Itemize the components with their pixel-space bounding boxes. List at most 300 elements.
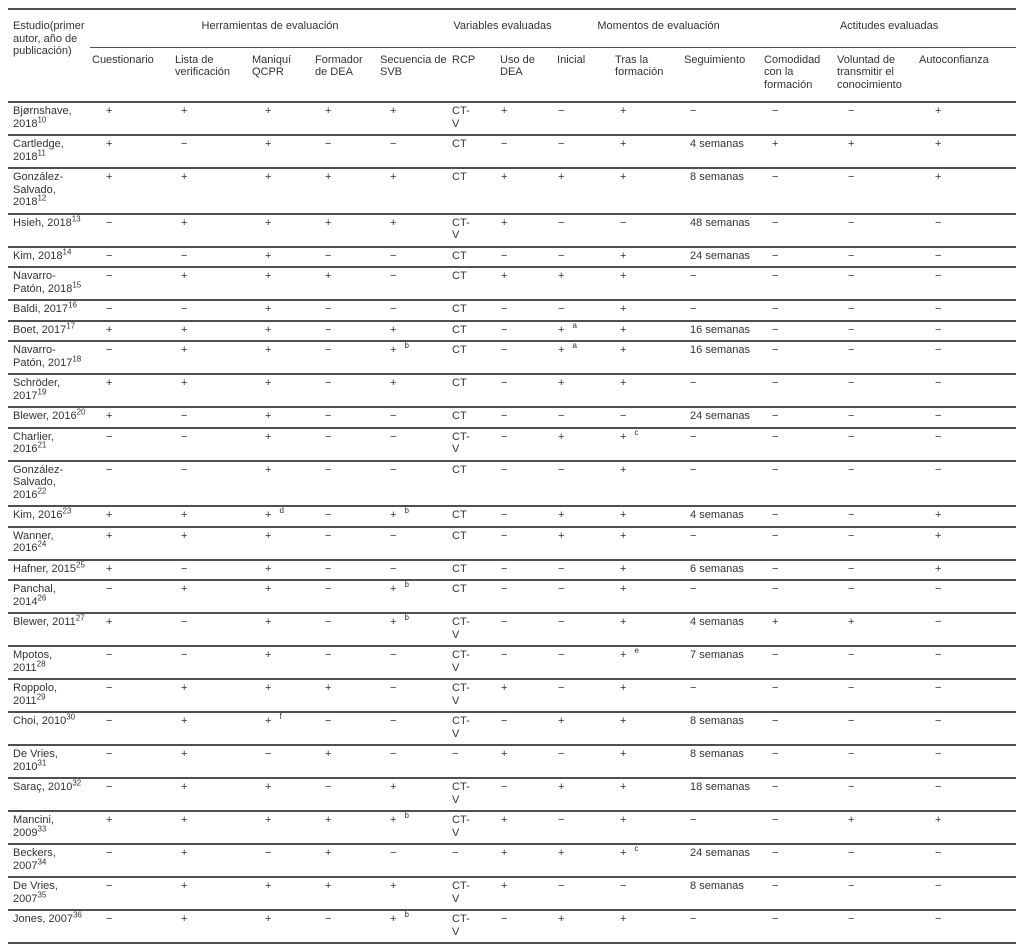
rcp-cell: CT-V (450, 679, 498, 712)
lista-verificacion-cell: + (173, 580, 250, 613)
seguimiento-cell: − (682, 102, 762, 135)
autoconfianza-cell: − (917, 341, 1016, 374)
maniqui-qcpr-cell: + (250, 341, 313, 374)
voluntad-cell: − (835, 428, 917, 461)
tras-formacion-cell: + (613, 811, 682, 844)
comodidad-cell: − (762, 712, 835, 745)
secuencia-svb-cell: − (378, 560, 450, 581)
rcp-cell: CT-V (450, 428, 498, 461)
secuencia-svb-cell: − (378, 300, 450, 321)
lista-verificacion-cell: − (173, 613, 250, 646)
inicial-cell: − (555, 811, 613, 844)
voluntad-cell: − (835, 844, 917, 877)
inicial-cell: + (555, 844, 613, 877)
tras-formacion-cell: + (613, 341, 682, 374)
formador-dea-cell: − (313, 778, 378, 811)
cuestionario-cell: + (90, 168, 173, 214)
study-row (8, 374, 1016, 407)
table-header (8, 9, 1016, 102)
uso-dea-cell: − (498, 527, 555, 560)
formador-dea-cell: − (313, 527, 378, 560)
cuestionario-cell: − (90, 247, 173, 268)
uso-dea-cell: − (498, 407, 555, 428)
autoconfianza-cell: − (917, 877, 1016, 910)
lista-verificacion-cell: − (173, 300, 250, 321)
voluntad-cell: − (835, 560, 917, 581)
comodidad-cell: − (762, 877, 835, 910)
voluntad-cell: + (835, 135, 917, 168)
lista-verificacion-cell: − (173, 560, 250, 581)
comodidad-cell: + (762, 135, 835, 168)
comodidad-cell: − (762, 910, 835, 943)
comodidad-cell: + (762, 613, 835, 646)
reference-number: 29 (36, 691, 46, 701)
uso-dea-cell: − (498, 300, 555, 321)
voluntad-cell: − (835, 461, 917, 507)
col-header-cuestionario: Cuestionario (90, 47, 173, 102)
rcp-cell: CT (450, 374, 498, 407)
seguimiento-cell: 4 semanas (682, 135, 762, 168)
inicial-cell: + (555, 778, 613, 811)
study-name: Bjørnshave, 2018$^{10}$ (8, 102, 90, 135)
tras-formacion-cell: + (613, 910, 682, 943)
seguimiento-cell: − (682, 428, 762, 461)
voluntad-cell: − (835, 910, 917, 943)
cuestionario-cell: + (90, 560, 173, 581)
formador-dea-cell: − (313, 321, 378, 342)
autoconfianza-cell: + (917, 168, 1016, 214)
voluntad-cell: − (835, 745, 917, 778)
tras-formacion-cell: + (613, 778, 682, 811)
study-row (8, 407, 1016, 428)
inicial-cell: − (555, 580, 613, 613)
inicial-cell: − (555, 679, 613, 712)
group-header-row (8, 9, 1016, 47)
col-header-secuencia-svb: Secuencia de SVB (378, 47, 450, 102)
reference-number: 32 (72, 778, 82, 788)
reference-number: 16 (68, 300, 77, 310)
lista-verificacion-cell: + (173, 321, 250, 342)
maniqui-qcpr-cell: + (250, 461, 313, 507)
tras-formacion-cell: + (613, 527, 682, 560)
tras-formacion-cell: + (613, 745, 682, 778)
seguimiento-cell: 24 semanas (682, 407, 762, 428)
voluntad-cell: − (835, 679, 917, 712)
col-header-maniqui-qcpr: Maniquí QCPR (250, 47, 313, 102)
seguimiento-cell: 48 semanas (682, 214, 762, 247)
inicial-cell: − (555, 300, 613, 321)
autoconfianza-cell: + (917, 560, 1016, 581)
lista-verificacion-cell: + (173, 778, 250, 811)
inicial-cell: − (555, 102, 613, 135)
seguimiento-cell: − (682, 374, 762, 407)
study-row (8, 811, 1016, 844)
seguimiento-cell: − (682, 679, 762, 712)
footnote-marker: b (404, 341, 409, 351)
cuestionario-cell: + (90, 613, 173, 646)
rcp-cell: − (450, 745, 498, 778)
comodidad-cell: − (762, 679, 835, 712)
tras-formacion-cell: + $^c$ (613, 844, 682, 877)
voluntad-cell: − (835, 374, 917, 407)
rcp-cell: CT-V (450, 712, 498, 745)
col-header-uso-dea: Uso de DEA (498, 47, 555, 102)
seguimiento-cell: 4 semanas (682, 613, 762, 646)
comodidad-cell: − (762, 461, 835, 507)
tras-formacion-cell: + (613, 461, 682, 507)
comodidad-cell: − (762, 168, 835, 214)
study-row (8, 646, 1016, 679)
lista-verificacion-cell: + (173, 910, 250, 943)
lista-verificacion-cell: + (173, 712, 250, 745)
study-name: Charlier, 2016$^{21}$ (8, 428, 90, 461)
tras-formacion-cell: + (613, 580, 682, 613)
seguimiento-cell: − (682, 910, 762, 943)
lista-verificacion-cell: + (173, 745, 250, 778)
study-row (8, 102, 1016, 135)
study-name: Boet, 2017$^{17}$ (8, 321, 90, 342)
reference-number: 12 (37, 193, 47, 203)
cuestionario-cell: + (90, 135, 173, 168)
study-name: González-Salvado, 2018$^{12}$ (8, 168, 90, 214)
uso-dea-cell: − (498, 613, 555, 646)
cuestionario-cell: + (90, 506, 173, 527)
secuencia-svb-cell: − (378, 646, 450, 679)
study-row (8, 560, 1016, 581)
maniqui-qcpr-cell: − (250, 745, 313, 778)
study-name: Choi, 2010$^{30}$ (8, 712, 90, 745)
inicial-cell: − (555, 247, 613, 268)
rcp-cell: CT (450, 461, 498, 507)
comodidad-cell: − (762, 580, 835, 613)
formador-dea-cell: + (313, 679, 378, 712)
maniqui-qcpr-cell: + (250, 247, 313, 268)
group-header-momentos: Momentos de evaluación (555, 9, 762, 47)
study-name: Blewer, 2011$^{27}$ (8, 613, 90, 646)
col-header-inicial: Inicial (555, 47, 613, 102)
uso-dea-cell: + (498, 168, 555, 214)
reference-number: 13 (71, 213, 81, 223)
uso-dea-cell: + (498, 745, 555, 778)
maniqui-qcpr-cell: + (250, 910, 313, 943)
rcp-cell: CT (450, 580, 498, 613)
study-row (8, 745, 1016, 778)
cuestionario-cell: + (90, 321, 173, 342)
lista-verificacion-cell: + (173, 527, 250, 560)
comodidad-cell: − (762, 300, 835, 321)
voluntad-cell: − (835, 712, 917, 745)
uso-dea-cell: − (498, 712, 555, 745)
autoconfianza-cell: + (917, 527, 1016, 560)
footnote-marker: d (279, 506, 284, 516)
lista-verificacion-cell: + (173, 877, 250, 910)
lista-verificacion-cell: − (173, 247, 250, 268)
uso-dea-cell: + (498, 877, 555, 910)
maniqui-qcpr-cell: + (250, 168, 313, 214)
voluntad-cell: − (835, 506, 917, 527)
maniqui-qcpr-cell: + (250, 580, 313, 613)
formador-dea-cell: − (313, 910, 378, 943)
comodidad-cell: − (762, 374, 835, 407)
comodidad-cell: − (762, 844, 835, 877)
formador-dea-cell: − (313, 247, 378, 268)
comodidad-cell: − (762, 214, 835, 247)
maniqui-qcpr-cell: + (250, 527, 313, 560)
seguimiento-cell: 4 semanas (682, 506, 762, 527)
maniqui-qcpr-cell: + (250, 102, 313, 135)
comodidad-cell: − (762, 527, 835, 560)
secuencia-svb-cell: + $^b$ (378, 506, 450, 527)
seguimiento-cell: 24 semanas (682, 844, 762, 877)
lista-verificacion-cell: + (173, 102, 250, 135)
cuestionario-cell: − (90, 341, 173, 374)
secuencia-svb-cell: + $^b$ (378, 341, 450, 374)
seguimiento-cell: 24 semanas (682, 247, 762, 268)
secuencia-svb-cell: − (378, 527, 450, 560)
lista-verificacion-cell: + (173, 267, 250, 300)
voluntad-cell: − (835, 407, 917, 428)
cuestionario-cell: + (90, 407, 173, 428)
study-row (8, 300, 1016, 321)
study-row (8, 321, 1016, 342)
rcp-cell: CT (450, 247, 498, 268)
study-row (8, 428, 1016, 461)
cuestionario-cell: − (90, 778, 173, 811)
footnote-marker: b (404, 910, 409, 920)
reference-number: 26 (37, 592, 47, 602)
cuestionario-cell: − (90, 877, 173, 910)
study-name: Blewer, 2016$^{20}$ (8, 407, 90, 428)
footnote-marker: c (634, 844, 639, 854)
reference-number: 15 (72, 279, 82, 289)
secuencia-svb-cell: − (378, 844, 450, 877)
tras-formacion-cell: − (613, 877, 682, 910)
secuencia-svb-cell: + (378, 102, 450, 135)
cuestionario-cell: + (90, 374, 173, 407)
formador-dea-cell: − (313, 506, 378, 527)
cuestionario-cell: − (90, 267, 173, 300)
lista-verificacion-cell: + (173, 374, 250, 407)
reference-number: 34 (37, 856, 47, 866)
study-name: Mpotos, 2011$^{28}$ (8, 646, 90, 679)
inicial-cell: − (555, 877, 613, 910)
rcp-cell: CT-V (450, 877, 498, 910)
formador-dea-cell: − (313, 407, 378, 428)
rcp-cell: CT (450, 407, 498, 428)
study-row (8, 679, 1016, 712)
comodidad-cell: − (762, 646, 835, 679)
reference-number: 17 (66, 320, 76, 330)
study-name: De Vries, 2010$^{31}$ (8, 745, 90, 778)
cuestionario-cell: + (90, 102, 173, 135)
tras-formacion-cell: + (613, 506, 682, 527)
inicial-cell: − (555, 646, 613, 679)
reference-number: 33 (37, 823, 47, 833)
col-header-comodidad: Comodidad con la formación (762, 47, 835, 102)
voluntad-cell: − (835, 580, 917, 613)
rcp-cell: CT (450, 506, 498, 527)
study-name: Hsieh, 2018$^{13}$ (8, 214, 90, 247)
footnote-marker: f (279, 712, 282, 722)
rcp-cell: CT-V (450, 910, 498, 943)
maniqui-qcpr-cell: + (250, 135, 313, 168)
reference-number: 14 (62, 246, 72, 256)
voluntad-cell: − (835, 102, 917, 135)
secuencia-svb-cell: − (378, 428, 450, 461)
maniqui-qcpr-cell: + (250, 877, 313, 910)
tras-formacion-cell: + (613, 679, 682, 712)
autoconfianza-cell: − (917, 679, 1016, 712)
rcp-cell: CT (450, 300, 498, 321)
voluntad-cell: − (835, 300, 917, 321)
formador-dea-cell: + (313, 811, 378, 844)
lista-verificacion-cell: + (173, 811, 250, 844)
lista-verificacion-cell: + (173, 506, 250, 527)
footnote-marker: a (572, 341, 577, 351)
comodidad-cell: − (762, 560, 835, 581)
tras-formacion-cell: + (613, 712, 682, 745)
uso-dea-cell: − (498, 778, 555, 811)
rcp-cell: CT (450, 527, 498, 560)
reference-number: 31 (37, 757, 47, 767)
autoconfianza-cell: + (917, 506, 1016, 527)
comodidad-cell: − (762, 321, 835, 342)
tras-formacion-cell: + (613, 321, 682, 342)
voluntad-cell: − (835, 168, 917, 214)
tras-formacion-cell: + (613, 560, 682, 581)
maniqui-qcpr-cell: + (250, 300, 313, 321)
footnote-marker: b (404, 811, 409, 821)
cuestionario-cell: − (90, 844, 173, 877)
inicial-cell: − (555, 461, 613, 507)
formador-dea-cell: − (313, 613, 378, 646)
col-header-lista-verificacion: Lista de verificación (173, 47, 250, 102)
cuestionario-cell: − (90, 580, 173, 613)
lista-verificacion-cell: − (173, 646, 250, 679)
secuencia-svb-cell: − (378, 745, 450, 778)
lista-verificacion-cell: − (173, 407, 250, 428)
maniqui-qcpr-cell: + (250, 679, 313, 712)
footnote-marker: b (404, 506, 409, 516)
comodidad-cell: − (762, 267, 835, 300)
autoconfianza-cell: + (917, 102, 1016, 135)
comodidad-cell: − (762, 407, 835, 428)
study-row (8, 214, 1016, 247)
study-row (8, 267, 1016, 300)
formador-dea-cell: + (313, 267, 378, 300)
autoconfianza-cell: + (917, 811, 1016, 844)
study-row (8, 877, 1016, 910)
maniqui-qcpr-cell: + (250, 560, 313, 581)
inicial-cell: + $^a$ (555, 321, 613, 342)
study-name: Schröder, 2017$^{19}$ (8, 374, 90, 407)
inicial-cell: + $^a$ (555, 341, 613, 374)
formador-dea-cell: − (313, 374, 378, 407)
reference-number: 20 (76, 407, 86, 417)
secuencia-svb-cell: + (378, 321, 450, 342)
secuencia-svb-cell: + $^b$ (378, 811, 450, 844)
autoconfianza-cell: − (917, 844, 1016, 877)
uso-dea-cell: + (498, 811, 555, 844)
tras-formacion-cell: + $^e$ (613, 646, 682, 679)
autoconfianza-cell: − (917, 247, 1016, 268)
autoconfianza-cell: − (917, 374, 1016, 407)
formador-dea-cell: − (313, 428, 378, 461)
autoconfianza-cell: − (917, 321, 1016, 342)
tras-formacion-cell: + (613, 247, 682, 268)
reference-number: 22 (37, 485, 47, 495)
uso-dea-cell: + (498, 679, 555, 712)
group-header-actitudes: Actitudes evaluadas (762, 9, 1016, 47)
comodidad-cell: − (762, 428, 835, 461)
cuestionario-cell: − (90, 679, 173, 712)
seguimiento-cell: − (682, 300, 762, 321)
cuestionario-cell: − (90, 646, 173, 679)
rcp-cell: − (450, 844, 498, 877)
lista-verificacion-cell: − (173, 461, 250, 507)
maniqui-qcpr-cell: + (250, 321, 313, 342)
footnote-marker: a (572, 320, 577, 330)
col-header-tras-formacion: Tras la formación (613, 47, 682, 102)
uso-dea-cell: − (498, 247, 555, 268)
study-row (8, 712, 1016, 745)
study-name: Jones, 2007$^{36}$ (8, 910, 90, 943)
voluntad-cell: + (835, 613, 917, 646)
autoconfianza-cell: − (917, 613, 1016, 646)
cuestionario-cell: − (90, 910, 173, 943)
inicial-cell: − (555, 560, 613, 581)
study-name: Wanner, 2016$^{24}$ (8, 527, 90, 560)
rcp-cell: CT (450, 560, 498, 581)
study-name: Navarro-Patón, 2018$^{15}$ (8, 267, 90, 300)
reference-number: 28 (36, 658, 46, 668)
study-name: Kim, 2018$^{14}$ (8, 247, 90, 268)
group-header-variables: Variables evaluadas (450, 9, 555, 47)
voluntad-cell: − (835, 778, 917, 811)
uso-dea-cell: − (498, 135, 555, 168)
footnote-marker: b (404, 580, 409, 590)
uso-dea-cell: + (498, 844, 555, 877)
uso-dea-cell: − (498, 461, 555, 507)
maniqui-qcpr-cell: + (250, 778, 313, 811)
footnote-marker: b (404, 613, 409, 623)
tras-formacion-cell: + (613, 102, 682, 135)
reference-number: 21 (37, 440, 47, 450)
voluntad-cell: − (835, 247, 917, 268)
formador-dea-cell: + (313, 877, 378, 910)
uso-dea-cell: − (498, 374, 555, 407)
rcp-cell: CT (450, 341, 498, 374)
voluntad-cell: − (835, 646, 917, 679)
maniqui-qcpr-cell: − (250, 844, 313, 877)
reference-number: 11 (37, 147, 46, 157)
lista-verificacion-cell: + (173, 679, 250, 712)
maniqui-qcpr-cell: + (250, 613, 313, 646)
voluntad-cell: − (835, 527, 917, 560)
reference-number: 25 (76, 559, 85, 569)
formador-dea-cell: − (313, 580, 378, 613)
reference-number: 36 (72, 910, 82, 920)
rcp-cell: CT-V (450, 102, 498, 135)
formador-dea-cell: − (313, 560, 378, 581)
rcp-cell: CT-V (450, 778, 498, 811)
comodidad-cell: − (762, 506, 835, 527)
study-row (8, 580, 1016, 613)
comodidad-cell: − (762, 102, 835, 135)
study-name: Mancini, 2009$^{33}$ (8, 811, 90, 844)
autoconfianza-cell: − (917, 214, 1016, 247)
col-header-seguimiento: Seguimiento (682, 47, 762, 102)
